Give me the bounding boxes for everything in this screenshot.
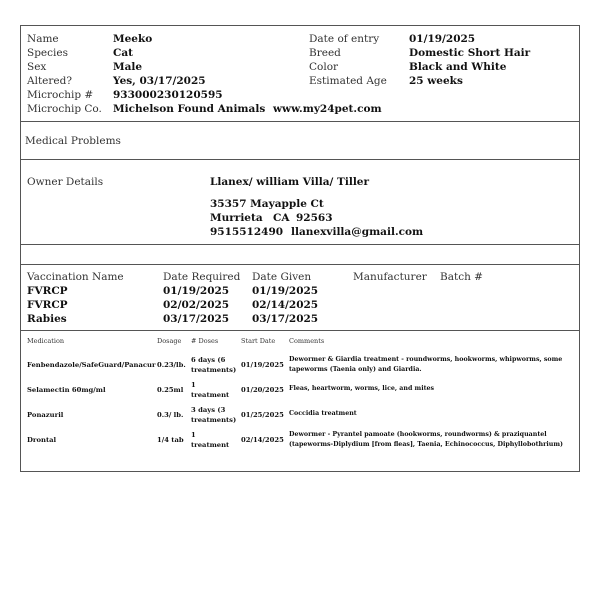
color-value: Black and White [409, 61, 507, 73]
medications-section [21, 331, 579, 471]
name-label: Name [27, 33, 59, 45]
breed-label: Breed [309, 47, 341, 59]
medical-problems-section [21, 122, 579, 160]
med-row-3-start: 01/25/2025 [241, 411, 284, 419]
med-row-4-name: Drontal [27, 436, 57, 444]
vacc-row-2-given: 02/14/2025 [252, 299, 319, 311]
vacc-row-2-name: FVRCP [27, 299, 68, 311]
med-row-3-comments: Coccidia treatment [289, 410, 357, 417]
microchip-co-value: Michelson Found Animals [113, 103, 266, 115]
medical-problems-label: Medical Problems [25, 135, 121, 147]
altered-label: Altered? [27, 75, 72, 87]
owner-street: 35357 Mayapple Ct [210, 198, 324, 210]
age-label: Estimated Age [309, 75, 387, 87]
vacc-row-2-required: 02/02/2025 [163, 299, 230, 311]
species-value: Cat [113, 47, 134, 59]
med-row-4-start: 02/14/2025 [241, 436, 284, 444]
med-header-doses: # Doses [191, 337, 219, 345]
med-row-3-dosage: 0.3/ lb. [157, 411, 184, 419]
sex-label: Sex [27, 61, 47, 73]
med-header-dosage: Dosage [157, 337, 182, 345]
owner-zip: 92563 [296, 212, 333, 224]
med-row-2-comments: Fleas, heartworm, worms, lice, and mites [289, 385, 435, 392]
entry-value: 01/19/2025 [409, 33, 476, 45]
owner-details-section [21, 160, 579, 245]
med-row-2-doses: 1 treatment [191, 381, 230, 399]
med-row-4-comments: Dewormer - Pyrantel pamoate (hookworms, roundworms) & praziquantel (tapeworms-Diplydium [from fleas], Taenia, Echinococcus, Diphyllobothrium) [289, 431, 563, 448]
microchip-label: Microchip # [27, 89, 94, 101]
med-row-1-dosage: 0.23/lb. [157, 361, 186, 369]
owner-state: CA [273, 212, 290, 224]
breed-value: Domestic Short Hair [409, 47, 531, 59]
entry-label: Date of entry [309, 33, 380, 45]
microchip-value: 933000230120595 [113, 89, 223, 101]
vacc-row-3-given: 03/17/2025 [252, 313, 319, 325]
vacc-row-1-name: FVRCP [27, 285, 68, 297]
pet-record-sheet [20, 25, 580, 472]
pet-details-section [21, 26, 579, 122]
blank-section [21, 245, 579, 265]
owner-phone: 9515512490 [210, 226, 284, 238]
vacc-header-batch: Batch # [440, 271, 483, 283]
owner-details-label: Owner Details [27, 176, 104, 188]
med-header-start: Start Date [241, 337, 276, 345]
med-row-2-dosage: 0.25ml [157, 386, 184, 394]
med-row-4-doses: 1 treatment [191, 431, 230, 449]
vacc-header-given: Date Given [252, 271, 312, 283]
vacc-row-1-given: 01/19/2025 [252, 285, 319, 297]
vaccinations-section [21, 265, 579, 331]
species-label: Species [27, 47, 68, 59]
vacc-header-manufacturer: Manufacturer [353, 271, 427, 283]
med-row-4-dosage: 1/4 tab [157, 436, 184, 444]
med-row-3-name: Ponazuril [27, 411, 64, 419]
med-header-comments: Comments [289, 337, 325, 345]
med-row-1-comments: Dewormer & Giardia treatment - roundworms, hookworms, whipworms, some tapeworms (Taenia only) and Giardia. [289, 356, 563, 373]
microchip-co-label: Microchip Co. [27, 103, 102, 115]
med-row-2-start: 01/20/2025 [241, 386, 284, 394]
age-value: 25 weeks [409, 75, 463, 87]
med-row-2-name: Selamectin 60mg/ml [27, 386, 106, 394]
med-row-3-doses: 3 days (3 treatments) [191, 406, 237, 424]
altered-value: Yes, 03/17/2025 [113, 75, 206, 87]
vacc-header-required: Date Required [163, 271, 241, 283]
name-value: Meeko [113, 33, 153, 45]
owner-email: llanexvilla@gmail.com [291, 226, 424, 238]
color-label: Color [309, 61, 339, 73]
vacc-row-3-required: 03/17/2025 [163, 313, 230, 325]
vacc-header-name: Vaccination Name [27, 271, 124, 283]
sex-value: Male [113, 61, 143, 73]
owner-name: Llanex/ william Villa/ Tiller [210, 176, 370, 188]
vacc-row-3-name: Rabies [27, 313, 67, 325]
owner-city: Murrieta [210, 212, 263, 224]
med-row-1-start: 01/19/2025 [241, 361, 284, 369]
vacc-row-1-required: 01/19/2025 [163, 285, 230, 297]
microchip-url: www.my24pet.com [273, 103, 382, 115]
med-row-1-doses: 6 days (6 treatments) [191, 356, 237, 374]
med-header-medication: Medication [27, 337, 65, 345]
med-row-1-name: Fenbendazole/SafeGuard/Panacur [27, 361, 156, 369]
